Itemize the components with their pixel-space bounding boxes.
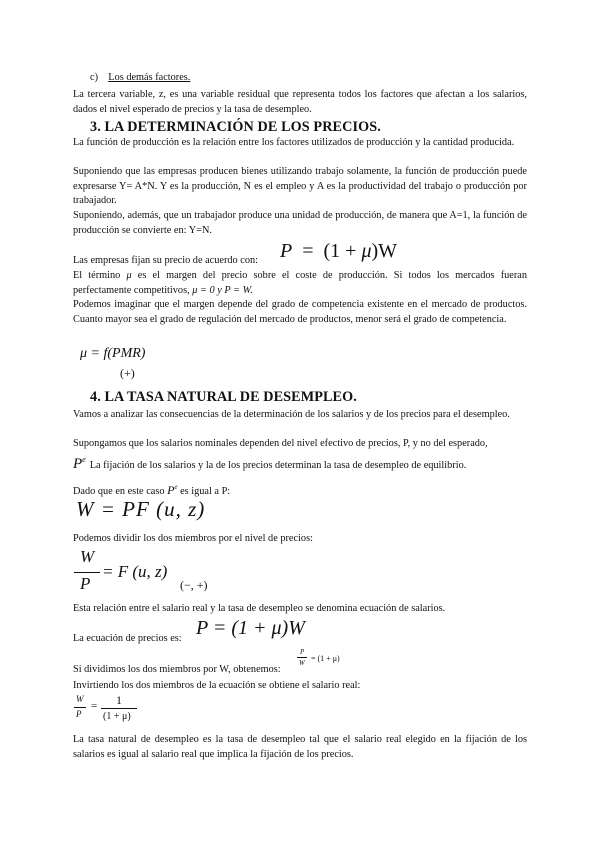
paragraph-podemos: Podemos imaginar que el margen depende del grado de competencia existente en el mercado de productos. Cuanto mayor sea el grado de regulación del mercado de productos, menor será el grado de competencia. <box>73 299 527 325</box>
small-fraction-bar <box>297 657 307 658</box>
wp-denominator: P <box>80 574 91 593</box>
fijacion-line: $P^e$ La fijación de los salarios y la de los precios determinan la tasa de desempleo de equilibrio. <box>73 455 467 472</box>
list-item-text: Los demás factores. <box>108 72 191 83</box>
real-equals: = <box>91 700 98 712</box>
real-right-bar <box>101 708 137 709</box>
price-equation: P = (1 + μ)W <box>280 240 398 262</box>
paragraph-dividir: Podemos dividir los dos miembros por el nivel de precios: <box>73 533 313 544</box>
paragraph-dividimos: Si dividimos los dos miembros por W, obtenemos: <box>73 664 281 675</box>
paragraph-termino: El término μ es el margen del precio sobre el coste de producción. Si todos los mercados fueran perfectamente competitivos, μ = 0 y P = W. <box>73 270 527 296</box>
real-left-bar <box>74 707 86 708</box>
mu-equation: μ = f(PMR) <box>80 346 146 361</box>
wp-numerator: W <box>80 547 95 566</box>
paragraph-tasa: La tasa natural de desempleo es la tasa de desempleo tal que el salario real elegido en la fijación de los salarios es igual al salario real que implica la fijación de los precios. <box>73 734 527 760</box>
small-rhs: = (1 + μ) <box>311 654 340 663</box>
dado-line: Dado que en este caso $P^e$ es igual a P: <box>73 483 231 497</box>
paragraph-relacion: Esta relación entre el salario real y la tasa de desempleo se denomina ecuación de salarios. <box>73 603 446 614</box>
mu-sign: (+) <box>120 366 135 380</box>
paragraph-vamos: Vamos a analizar las consecuencias de la determinación de los salarios y de los precios para el desempleo. <box>73 409 510 420</box>
paragraph-supongamos: Supongamos que los salarios nominales dependen del nivel efectivo de precios, P, y no del esperado, <box>73 438 488 449</box>
real-right-numerator: 1 <box>116 693 122 707</box>
real-left-denominator: P <box>76 709 82 719</box>
small-denominator: W <box>299 659 305 667</box>
wp-signs: (−, +) <box>180 578 208 592</box>
paragraph-ecuacion: La ecuación de precios es: <box>73 633 182 644</box>
paragraph-suponiendo-2: Suponiendo, además, que un trabajador produce una unidad de producción, de manera que A=1, la función de producción se convierte en: Y=N. <box>73 210 527 236</box>
price-equation-2: P = (1 + μ)W <box>196 617 305 639</box>
real-right-denominator: (1 + μ) <box>103 711 131 722</box>
section-heading-4: 4. LA TASA NATURAL DE DESEMPLEO. <box>90 389 357 405</box>
wp-rhs: = F (u, z) <box>102 562 168 581</box>
paragraph-invirtiendo: Invirtiendo los dos miembros de la ecuación se obtiene el salario real: <box>73 680 361 691</box>
paragraph-empresas: Las empresas fijan su precio de acuerdo con: <box>73 255 258 266</box>
wage-equation: W = PF (u, z) <box>76 497 206 521</box>
paragraph-suponiendo-1: Suponiendo que las empresas producen bienes utilizando trabajo solamente, la función de producción puede expresarse Y= A*N. Y es la producción, N es el empleo y A es la productividad del trabajo o producción por trabajador. <box>73 166 527 207</box>
small-numerator: P <box>300 648 305 656</box>
section-heading-3: 3. LA DETERMINACIÓN DE LOS PRECIOS. <box>90 119 381 135</box>
paragraph-funcion: La función de producción es la relación entre los factores utilizados de producción y la cantidad producida. <box>73 137 515 148</box>
wp-fraction-bar <box>74 572 100 573</box>
list-marker: c) <box>90 72 98 83</box>
paragraph-tercera: La tercera variable, z, es una variable residual que representa todos los factores que afectan a los salarios, dados el nivel esperado de precios y la tasa de desempleo. <box>73 89 527 115</box>
pe-symbol-2: $P^e$ <box>167 483 178 497</box>
list-item-c <box>90 72 190 83</box>
pe-symbol: $P^e$ <box>73 455 86 472</box>
real-left-numerator: W <box>76 694 84 704</box>
